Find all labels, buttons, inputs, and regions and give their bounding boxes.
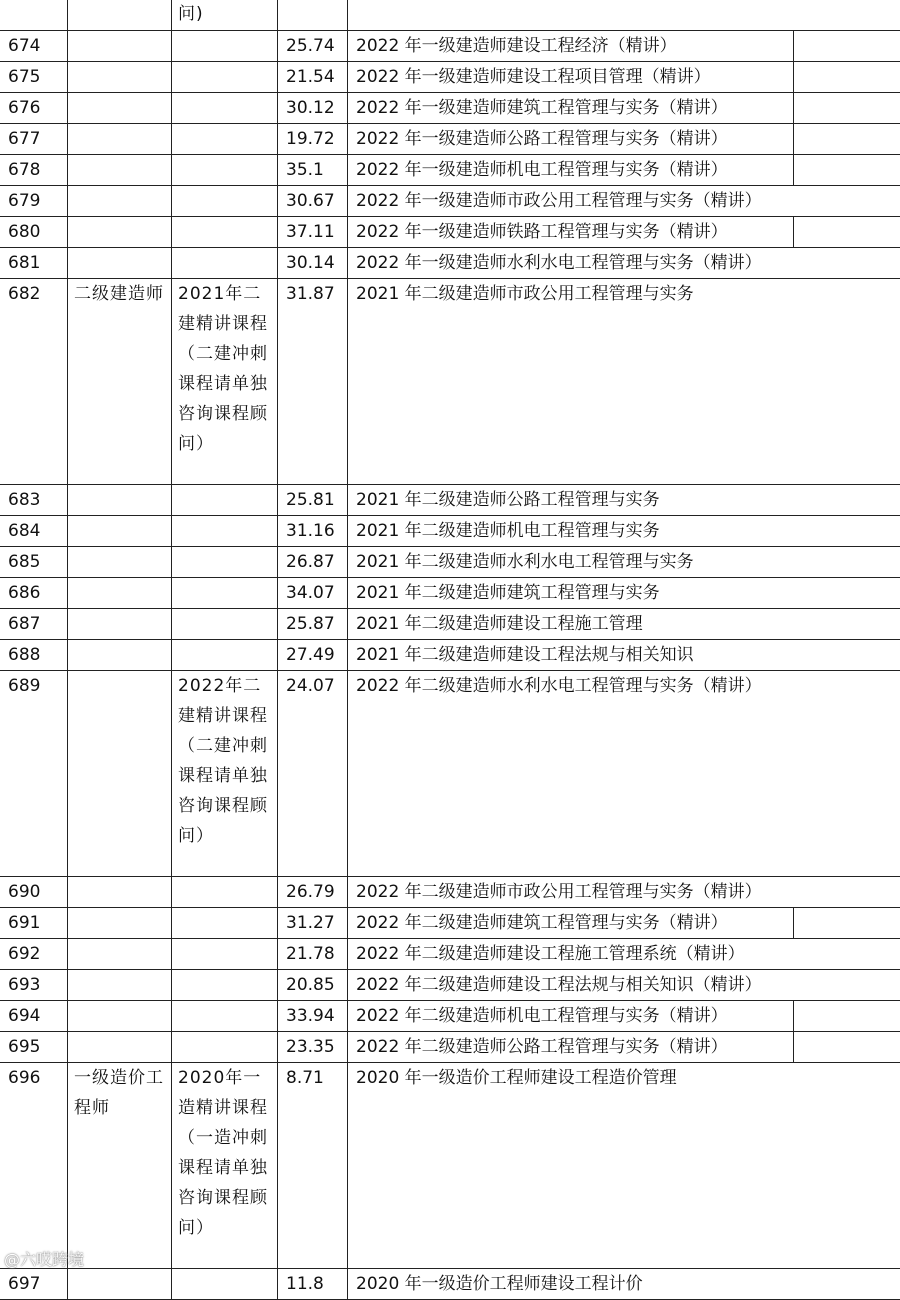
cell-category: [68, 640, 172, 671]
cell-course: 问): [172, 0, 278, 31]
cell-price: 19.72: [278, 124, 348, 155]
cell-price: 20.85: [278, 970, 348, 1001]
cell-course: 2020年一造精讲课程（一造冲刺课程请单独咨询课程顾问）: [172, 1063, 278, 1269]
cell-no: 679: [0, 186, 68, 217]
cell-price: 35.1: [278, 155, 348, 186]
cell-category: [68, 547, 172, 578]
cell-no: 677: [0, 124, 68, 155]
cell-no: 695: [0, 1032, 68, 1063]
cell-price: 33.94: [278, 1001, 348, 1032]
cell-category: [68, 186, 172, 217]
cell-price: 30.67: [278, 186, 348, 217]
cell-price: 31.16: [278, 516, 348, 547]
cell-category: 二级建造师: [68, 279, 172, 485]
cell-price: 8.71: [278, 1063, 348, 1269]
cell-no: 681: [0, 248, 68, 279]
cell-course: [172, 155, 278, 186]
cell-course: [172, 217, 278, 248]
cell-category: [68, 578, 172, 609]
cell-category: [68, 93, 172, 124]
table-row: [0, 0, 900, 31]
cell-category: [68, 939, 172, 970]
cell-extra: [794, 31, 900, 62]
cell-category: [68, 671, 172, 877]
cell-no: 686: [0, 578, 68, 609]
cell-price: 27.49: [278, 640, 348, 671]
cell-category: [68, 124, 172, 155]
cell-no: 682: [0, 279, 68, 485]
table-row: [0, 516, 900, 547]
cell-extra: [794, 217, 900, 248]
cell-category: [68, 0, 172, 31]
cell-course: 2022年二建精讲课程（二建冲刺课程请单独咨询课程顾问）: [172, 671, 278, 877]
cell-extra: [794, 1032, 900, 1063]
cell-course: [172, 62, 278, 93]
cell-title: 2022 年二级建造师建筑工程管理与实务（精讲）: [348, 908, 794, 939]
table-row: [0, 124, 900, 155]
cell-no: 676: [0, 93, 68, 124]
cell-course: [172, 609, 278, 640]
cell-price: 25.87: [278, 609, 348, 640]
cell-no: 689: [0, 671, 68, 877]
table-row: [0, 485, 900, 516]
cell-price: 34.07: [278, 578, 348, 609]
cell-price: 11.8: [278, 1269, 348, 1300]
cell-no: 691: [0, 908, 68, 939]
table-row: [0, 877, 900, 908]
cell-category: [68, 970, 172, 1001]
cell-price: 37.11: [278, 217, 348, 248]
cell-price: 30.12: [278, 93, 348, 124]
cell-title: [348, 0, 900, 31]
cell-title: 2022 年一级建造师建筑工程管理与实务（精讲）: [348, 93, 794, 124]
table-row: [0, 155, 900, 186]
cell-course: [172, 547, 278, 578]
table-row: [0, 1001, 900, 1032]
table-row: [0, 248, 900, 279]
cell-course: [172, 93, 278, 124]
cell-price: 25.81: [278, 485, 348, 516]
table-row: [0, 31, 900, 62]
cell-course: [172, 1269, 278, 1300]
cell-no: 688: [0, 640, 68, 671]
cell-extra: [794, 1001, 900, 1032]
cell-no: 690: [0, 877, 68, 908]
cell-course: [172, 970, 278, 1001]
cell-course: [172, 578, 278, 609]
cell-course: [172, 186, 278, 217]
table-row: [0, 939, 900, 970]
cell-price: 26.87: [278, 547, 348, 578]
cell-extra: [794, 62, 900, 93]
cell-extra: [794, 124, 900, 155]
cell-category: [68, 62, 172, 93]
cell-no: 675: [0, 62, 68, 93]
table-row: [0, 279, 900, 485]
cell-price: 25.74: [278, 31, 348, 62]
cell-price: 26.79: [278, 877, 348, 908]
cell-category: [68, 155, 172, 186]
cell-no: [0, 0, 68, 31]
cell-title: 2022 年一级建造师建设工程经济（精讲）: [348, 31, 794, 62]
cell-title: 2022 年二级建造师机电工程管理与实务（精讲）: [348, 1001, 794, 1032]
cell-no: 694: [0, 1001, 68, 1032]
cell-course: [172, 124, 278, 155]
cell-price: 23.35: [278, 1032, 348, 1063]
cell-category: [68, 1032, 172, 1063]
cell-extra: [794, 155, 900, 186]
watermark: @六哎跨境: [4, 1247, 84, 1270]
cell-extra: [794, 908, 900, 939]
cell-no: 685: [0, 547, 68, 578]
cell-no: 687: [0, 609, 68, 640]
cell-title: 2022 年一级建造师公路工程管理与实务（精讲）: [348, 124, 794, 155]
cell-title: 2022 年一级建造师水利水电工程管理与实务（精讲）: [348, 248, 900, 279]
cell-title: 2022 年二级建造师市政公用工程管理与实务（精讲）: [348, 877, 900, 908]
table-row: [0, 217, 900, 248]
cell-course: [172, 1032, 278, 1063]
cell-title: 2022 年二级建造师公路工程管理与实务（精讲）: [348, 1032, 794, 1063]
table-row: [0, 970, 900, 1001]
cell-course: [172, 516, 278, 547]
cell-price: 24.07: [278, 671, 348, 877]
cell-title: 2022 年一级建造师市政公用工程管理与实务（精讲）: [348, 186, 900, 217]
cell-course: [172, 248, 278, 279]
cell-title: 2022 年二级建造师建设工程法规与相关知识（精讲）: [348, 970, 900, 1001]
cell-title: 2021 年二级建造师建设工程法规与相关知识: [348, 640, 900, 671]
cell-course: [172, 640, 278, 671]
table-row: [0, 1269, 900, 1300]
cell-category: [68, 516, 172, 547]
cell-category: [68, 31, 172, 62]
cell-title: 2022 年一级建造师机电工程管理与实务（精讲）: [348, 155, 794, 186]
cell-title: 2021 年二级建造师建筑工程管理与实务: [348, 578, 900, 609]
cell-course: [172, 31, 278, 62]
cell-price: 21.78: [278, 939, 348, 970]
cell-title: 2021 年二级建造师水利水电工程管理与实务: [348, 547, 900, 578]
cell-title: 2021 年二级建造师市政公用工程管理与实务: [348, 279, 900, 485]
cell-course: [172, 877, 278, 908]
cell-title: 2021 年二级建造师机电工程管理与实务: [348, 516, 900, 547]
cell-course: 2021年二建精讲课程（二建冲刺课程请单独咨询课程顾问）: [172, 279, 278, 485]
table-row: [0, 186, 900, 217]
cell-category: [68, 217, 172, 248]
table-row: [0, 640, 900, 671]
cell-title: 2022 年二级建造师水利水电工程管理与实务（精讲）: [348, 671, 900, 877]
table-row: [0, 908, 900, 939]
table-row: [0, 1063, 900, 1269]
cell-category: [68, 877, 172, 908]
cell-price: 21.54: [278, 62, 348, 93]
table-row: [0, 547, 900, 578]
cell-no: 692: [0, 939, 68, 970]
table-row: [0, 671, 900, 877]
table-row: [0, 609, 900, 640]
cell-no: 674: [0, 31, 68, 62]
cell-course: [172, 939, 278, 970]
cell-title: 2021 年二级建造师建设工程施工管理: [348, 609, 900, 640]
cell-no: 684: [0, 516, 68, 547]
cell-price: 31.27: [278, 908, 348, 939]
cell-no: 683: [0, 485, 68, 516]
cell-extra: [794, 93, 900, 124]
cell-no: 680: [0, 217, 68, 248]
cell-category: [68, 1269, 172, 1300]
table-row: [0, 1032, 900, 1063]
cell-category: [68, 609, 172, 640]
cell-course: [172, 1001, 278, 1032]
cell-title: 2022 年一级建造师建设工程项目管理（精讲）: [348, 62, 794, 93]
cell-category: [68, 248, 172, 279]
cell-title: 2022 年一级建造师铁路工程管理与实务（精讲）: [348, 217, 794, 248]
cell-price: 31.87: [278, 279, 348, 485]
cell-title: 2021 年二级建造师公路工程管理与实务: [348, 485, 900, 516]
cell-no: 693: [0, 970, 68, 1001]
cell-no: 696: [0, 1063, 68, 1269]
table-row: [0, 93, 900, 124]
cell-course: [172, 908, 278, 939]
table-row: [0, 62, 900, 93]
cell-title: 2020 年一级造价工程师建设工程计价: [348, 1269, 900, 1300]
cell-price: [278, 0, 348, 31]
cell-category: [68, 1001, 172, 1032]
cell-no: 678: [0, 155, 68, 186]
cell-category: [68, 908, 172, 939]
cell-price: 30.14: [278, 248, 348, 279]
cell-category: 一级造价工程师: [68, 1063, 172, 1269]
cell-category: [68, 485, 172, 516]
cell-course: [172, 485, 278, 516]
cell-no: 697: [0, 1269, 68, 1300]
cell-title: 2022 年二级建造师建设工程施工管理系统（精讲）: [348, 939, 900, 970]
table-row: [0, 578, 900, 609]
cell-title: 2020 年一级造价工程师建设工程造价管理: [348, 1063, 900, 1269]
